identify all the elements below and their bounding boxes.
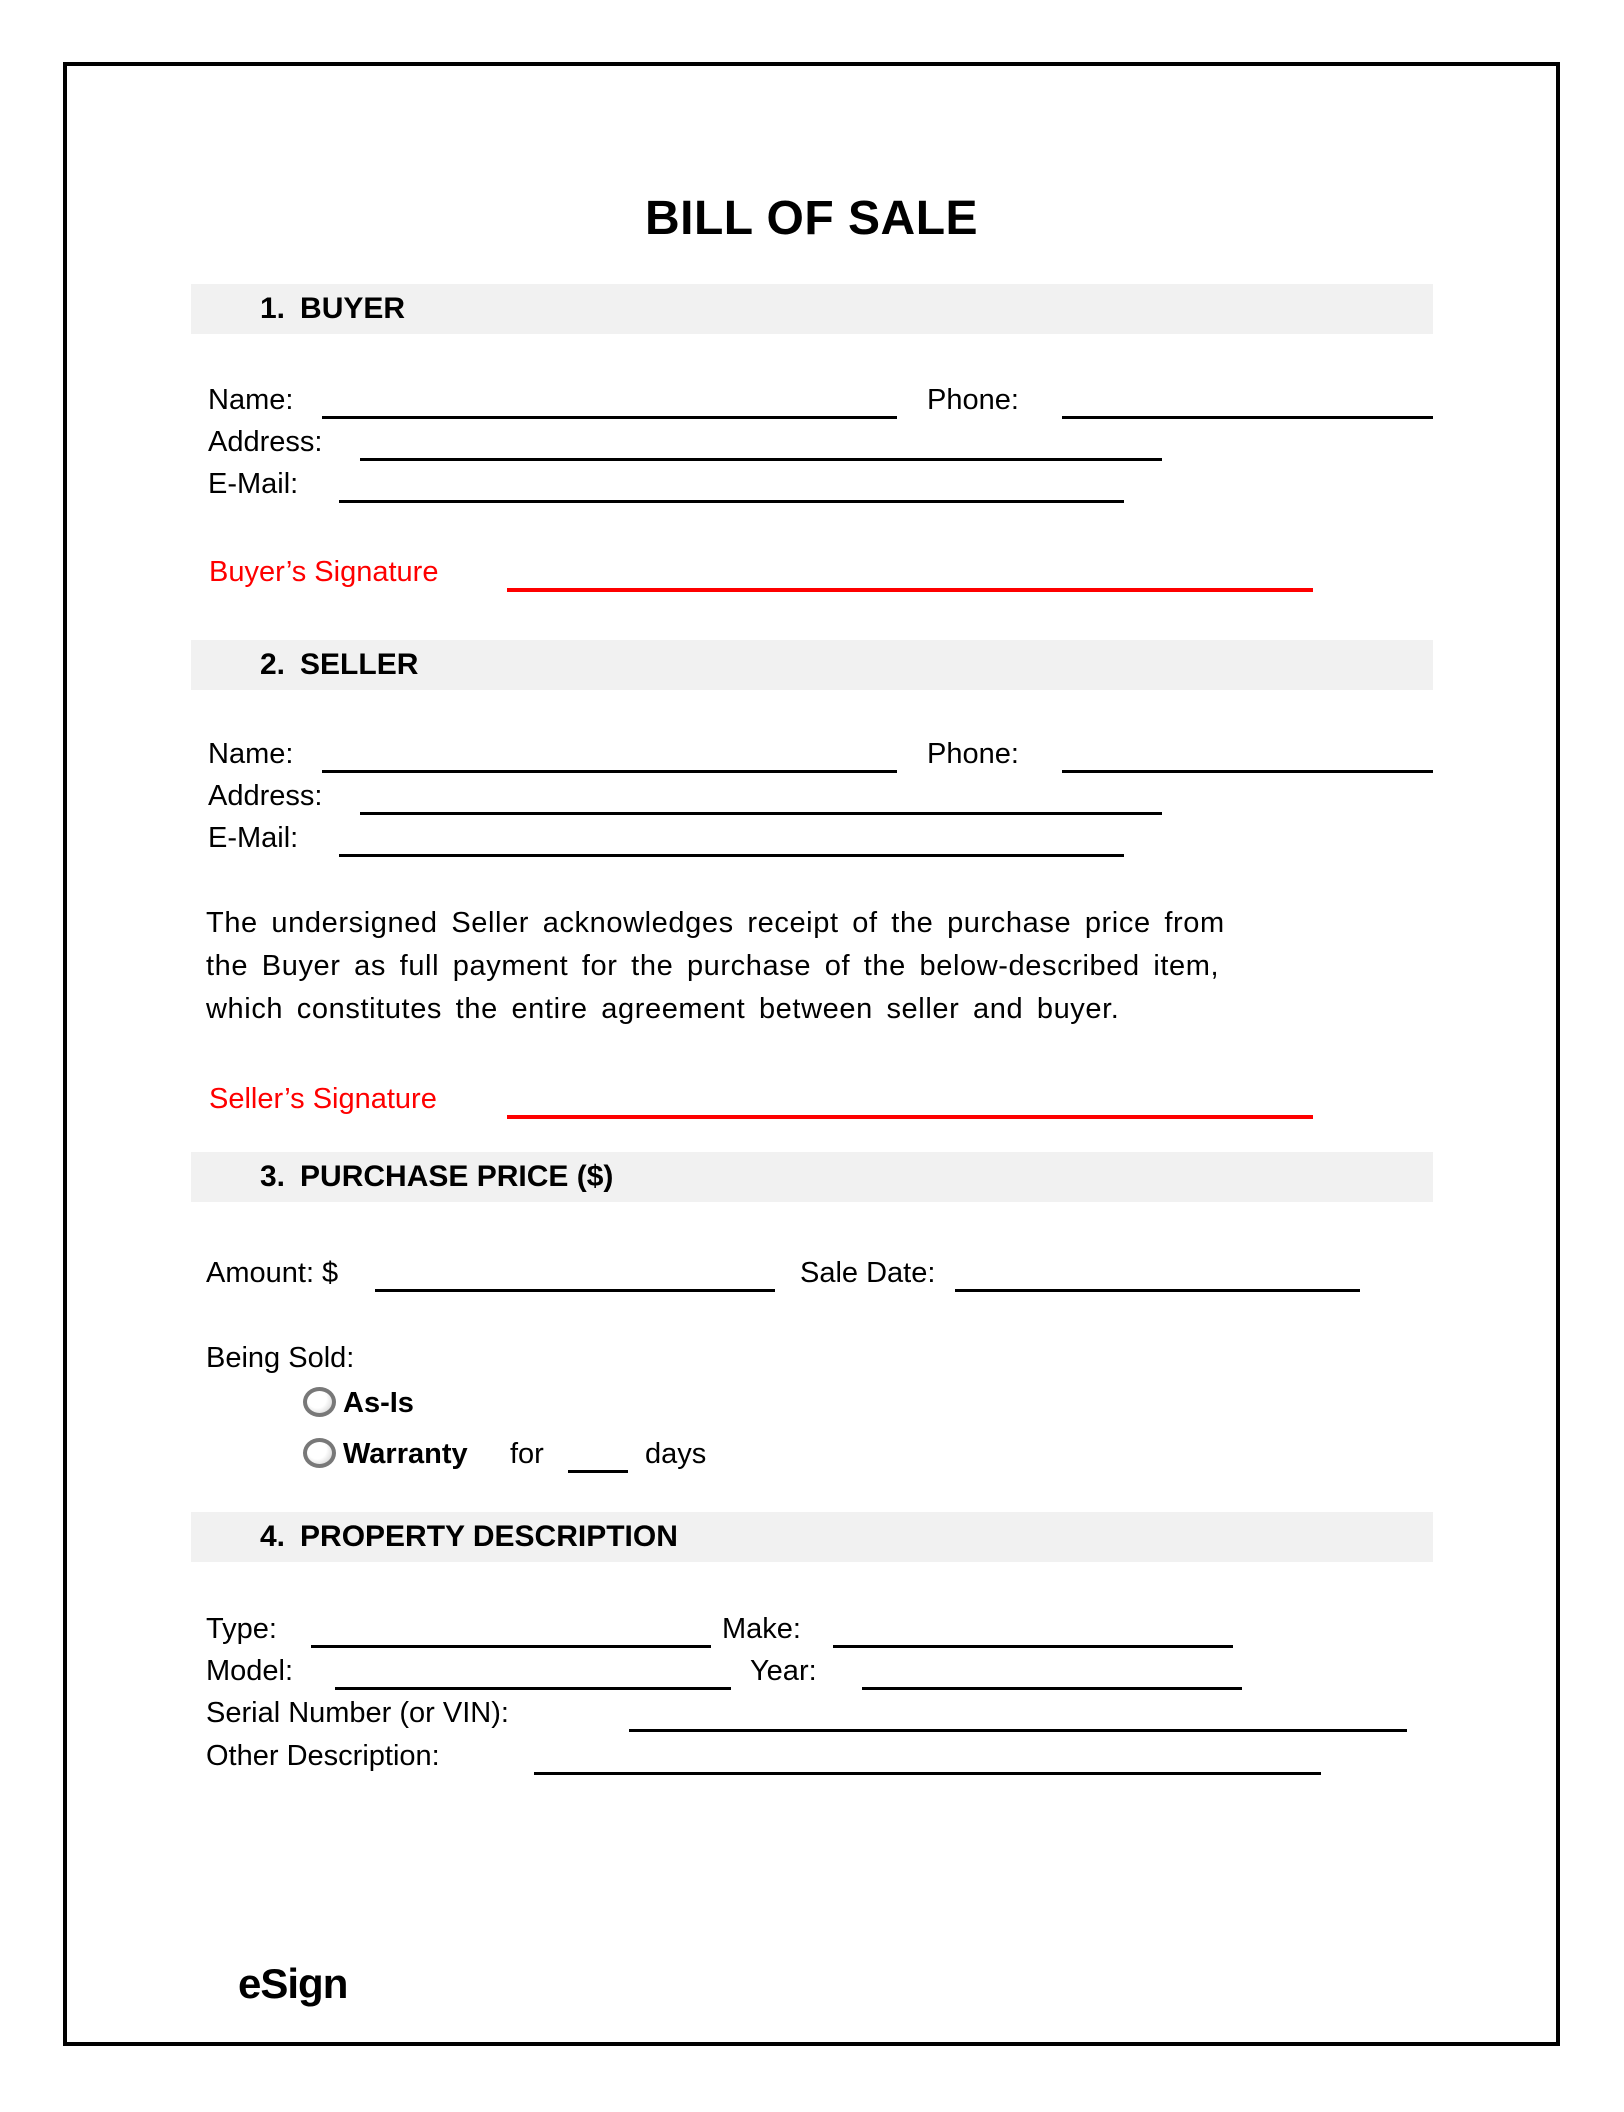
model-year-row: [0, 1653, 1624, 1693]
being-sold-label: Being Sold:: [206, 1342, 355, 1374]
seller-email-row: [0, 820, 1624, 860]
document-title: BILL OF SALE: [644, 192, 979, 245]
type-make-row: [0, 1611, 1624, 1651]
make-label: Make:: [722, 1613, 801, 1645]
section-header-property: [191, 1512, 1433, 1562]
buyer-email-row: [0, 466, 1624, 506]
serial-row: [0, 1695, 1624, 1735]
warranty-row: [0, 1436, 1624, 1476]
buyer-address-row: [0, 424, 1624, 464]
seller-address-label: Address:: [208, 780, 323, 812]
section-number: 2.: [260, 648, 286, 681]
buyer-phone-field[interactable]: [1062, 384, 1433, 419]
seller-signature-row: [0, 1081, 1624, 1121]
section-number: 4.: [260, 1520, 286, 1553]
warranty-for-label: for: [510, 1438, 544, 1470]
as-is-label: As-Is: [343, 1387, 414, 1419]
amount-field[interactable]: [375, 1257, 775, 1292]
type-label: Type:: [206, 1613, 277, 1645]
buyer-signature-field[interactable]: [507, 556, 1313, 592]
warranty-label: Warranty: [343, 1438, 468, 1470]
section-label: PURCHASE PRICE ($): [300, 1160, 614, 1193]
buyer-name-row: [0, 382, 1624, 422]
seller-name-row: [0, 736, 1624, 776]
acknowledgement-paragraph: [206, 902, 1486, 1031]
make-field[interactable]: [833, 1613, 1233, 1648]
section-header-price: [191, 1152, 1433, 1202]
seller-phone-field[interactable]: [1062, 738, 1433, 773]
buyer-email-label: E-Mail:: [208, 468, 299, 500]
buyer-address-field[interactable]: [360, 426, 1162, 461]
buyer-address-label: Address:: [208, 426, 323, 458]
seller-phone-label: Phone:: [927, 738, 1019, 770]
buyer-phone-label: Phone:: [927, 384, 1019, 416]
amount-row: [0, 1255, 1624, 1295]
as-is-row: [0, 1385, 1624, 1425]
seller-address-field[interactable]: [360, 780, 1162, 815]
other-description-row: [0, 1738, 1624, 1778]
seller-address-row: [0, 778, 1624, 818]
buyer-signature-row: [0, 554, 1624, 594]
seller-name-field[interactable]: [322, 738, 897, 773]
section-label: PROPERTY DESCRIPTION: [300, 1520, 678, 1553]
buyer-email-field[interactable]: [339, 468, 1124, 503]
section-header-seller: [191, 640, 1433, 690]
year-field[interactable]: [862, 1655, 1242, 1690]
esign-logo: eSign: [238, 1960, 348, 2007]
sale-date-field[interactable]: [955, 1257, 1360, 1292]
section-label: SELLER: [300, 648, 419, 681]
section-label: BUYER: [300, 292, 406, 325]
serial-label: Serial Number (or VIN):: [206, 1697, 509, 1729]
type-field[interactable]: [311, 1613, 711, 1648]
seller-signature-field[interactable]: [507, 1083, 1313, 1119]
paragraph-line: The undersigned Seller acknowledges receipt of the purchase price from: [206, 907, 1225, 939]
paragraph-line: which constitutes the entire agreement between seller and buyer.: [206, 993, 1120, 1025]
other-description-field[interactable]: [534, 1740, 1321, 1775]
buyer-name-label: Name:: [208, 384, 294, 416]
buyer-signature-label: Buyer’s Signature: [209, 556, 439, 588]
amount-label: Amount: $: [206, 1257, 339, 1289]
being-sold-row: [0, 1340, 1624, 1380]
sale-date-label: Sale Date:: [800, 1257, 936, 1289]
paragraph-line: the Buyer as full payment for the purchase of the below-described item,: [206, 950, 1220, 982]
section-number: 1.: [260, 292, 286, 325]
warranty-days-field[interactable]: [568, 1438, 628, 1473]
model-label: Model:: [206, 1655, 294, 1687]
year-label: Year:: [750, 1655, 817, 1687]
seller-email-field[interactable]: [339, 822, 1124, 857]
serial-field[interactable]: [629, 1697, 1407, 1732]
section-header-buyer: [191, 284, 1433, 334]
seller-signature-label: Seller’s Signature: [209, 1083, 437, 1115]
other-description-label: Other Description:: [206, 1740, 440, 1772]
seller-email-label: E-Mail:: [208, 822, 299, 854]
warranty-days-label: days: [645, 1438, 707, 1470]
seller-name-label: Name:: [208, 738, 294, 770]
model-field[interactable]: [335, 1655, 731, 1690]
buyer-name-field[interactable]: [322, 384, 897, 419]
section-number: 3.: [260, 1160, 286, 1193]
